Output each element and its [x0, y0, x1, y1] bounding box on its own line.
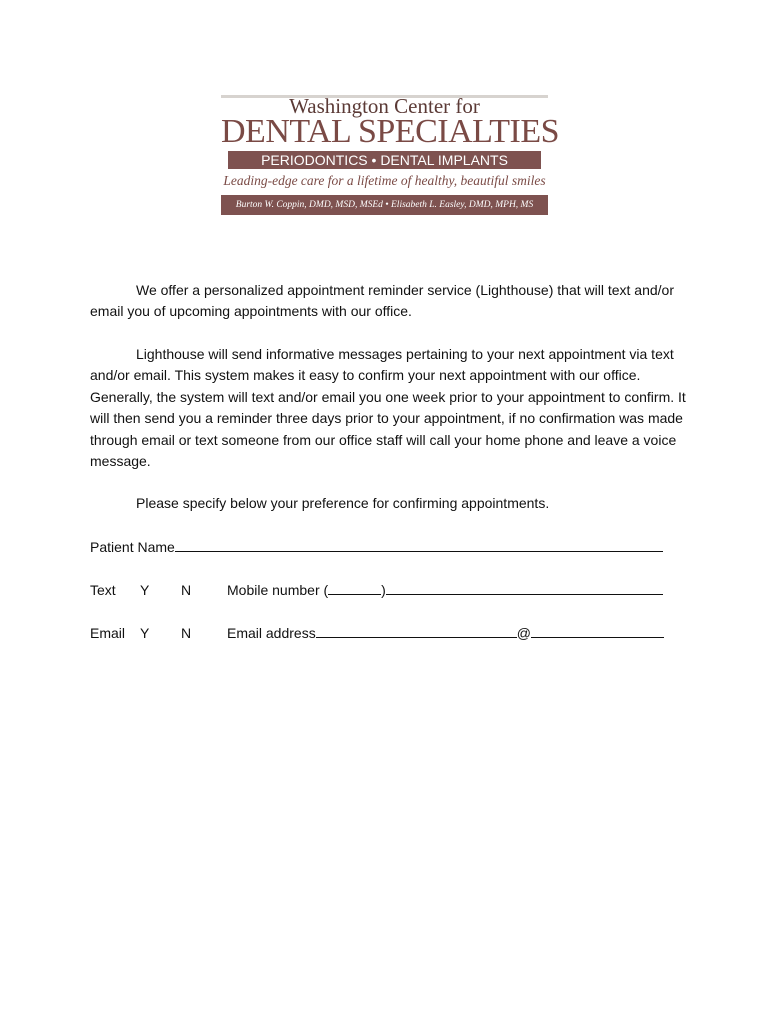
logo-doctors-bar: Burton W. Coppin, DMD, MSD, MSEd • Elisabeth L. Easley, DMD, MPH, MS: [221, 195, 548, 215]
email-no-option[interactable]: N: [181, 625, 192, 641]
mobile-close-paren: ): [381, 582, 386, 598]
email-address-row: [227, 624, 664, 642]
preference-paragraph: Please specify below your preference for confirming appointments.: [136, 495, 550, 511]
lighthouse-paragraph: Lighthouse will send informative messages pertaining to your next appointment via text and/or email. This system makes it easy to confirm your next appointment with our office. Generally, the system will text and/or email you one week prior to your appointment to confirm. It will then send you a reminder three days prior to your appointment, if no confirmation was made through email or text someone from our office staff will call your home phone and leave a voice message.: [90, 346, 686, 470]
email-user-field[interactable]: [316, 624, 517, 638]
mobile-number-row: [227, 581, 663, 599]
logo-title-line1: Washington Center for: [289, 94, 480, 118]
patient-name-field[interactable]: [175, 538, 663, 552]
mobile-number-label: Mobile number (: [227, 582, 329, 598]
mobile-number-field[interactable]: [386, 581, 663, 595]
logo-title-line2: DENTAL SPECIALTIES: [221, 113, 560, 150]
mobile-area-code-field[interactable]: [328, 581, 381, 595]
intro-paragraph: We offer a personalized appointment reminder service (Lighthouse) that will text and/or email you of upcoming appointments with our office.: [90, 282, 674, 320]
practice-logo: [221, 94, 560, 215]
email-at-sign: @: [516, 625, 531, 641]
email-yes-option[interactable]: Y: [140, 625, 150, 641]
logo-services-bar: PERIODONTICS • DENTAL IMPLANTS: [228, 151, 541, 169]
email-label: Email: [90, 625, 126, 641]
patient-name-label: Patient Name: [90, 539, 175, 555]
logo-tagline: Leading-edge care for a lifetime of healthy, beautiful smiles: [223, 173, 546, 188]
text-no-option[interactable]: N: [181, 582, 192, 598]
email-domain-field[interactable]: [531, 624, 664, 638]
patient-name-row: [90, 538, 663, 556]
email-address-label: Email address: [227, 625, 316, 641]
text-yes-option[interactable]: Y: [140, 582, 150, 598]
text-label: Text: [90, 582, 116, 598]
